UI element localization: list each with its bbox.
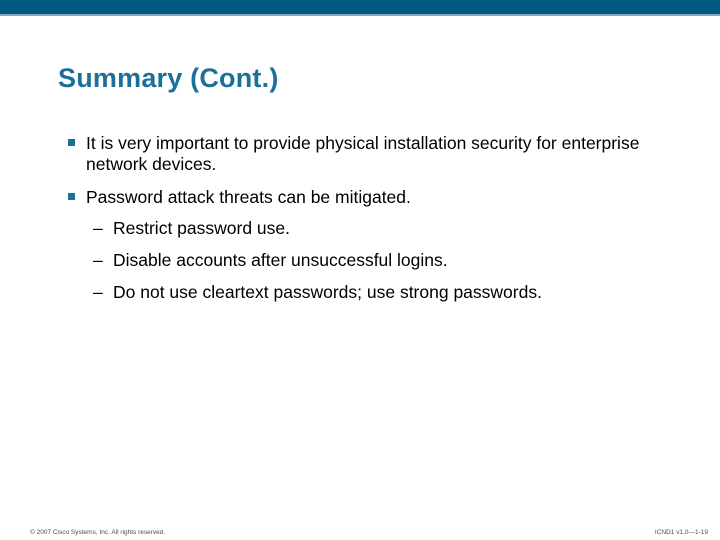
bullet-item-security xyxy=(68,133,688,175)
bullet-list xyxy=(68,133,688,314)
sub-bullet-text: Do not use cleartext passwords; use strong passwords. xyxy=(113,282,542,302)
slide-title: Summary (Cont.) xyxy=(58,63,279,93)
dash-icon: – xyxy=(93,282,103,302)
slide-number: ICND1 v1.0—1-19 xyxy=(654,529,708,536)
sub-bullet-item xyxy=(68,218,688,239)
square-bullet-icon xyxy=(68,193,75,200)
header-bar xyxy=(0,0,720,14)
dash-icon: – xyxy=(93,218,103,238)
bullet-item-password xyxy=(68,187,688,208)
bullet-text: It is very important to provide physical installation security for enterprise network devices. xyxy=(86,133,640,174)
copyright-footer: © 2007 Cisco Systems, Inc. All rights reserved. xyxy=(30,529,166,536)
sub-bullet-text: Restrict password use. xyxy=(113,218,291,238)
sub-bullet-item xyxy=(68,250,688,271)
sub-bullet-item xyxy=(68,282,688,303)
sub-bullet-list xyxy=(68,218,688,303)
header-bar-divider xyxy=(0,14,720,16)
sub-bullet-text: Disable accounts after unsuccessful logins. xyxy=(113,250,448,270)
dash-icon: – xyxy=(93,250,103,270)
square-bullet-icon xyxy=(68,139,75,146)
bullet-text: Password attack threats can be mitigated. xyxy=(86,187,411,207)
